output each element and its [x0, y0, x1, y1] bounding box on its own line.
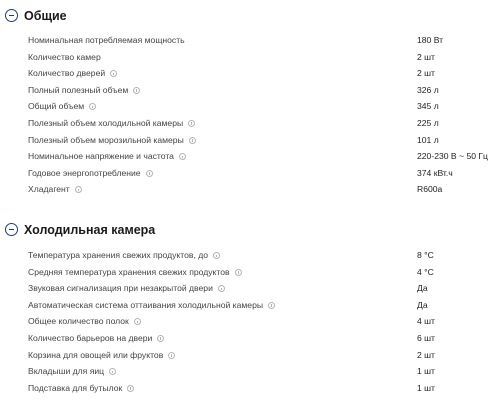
spec-value: 326 л: [417, 84, 439, 95]
spec-label-text: Корзина для овощей или фруктов: [28, 349, 164, 360]
spec-row: [0, 347, 500, 364]
info-circle-icon[interactable]: [179, 153, 186, 160]
spec-label-text: Количество дверей: [28, 68, 106, 79]
spec-label-text: Годовое энергопотребление: [28, 167, 141, 178]
spec-label: [28, 313, 141, 330]
info-circle-icon[interactable]: [189, 137, 196, 144]
spec-value: 4 шт: [417, 316, 435, 327]
spec-row: [0, 82, 500, 99]
spec-value: 220-230 В ~ 50 Гц: [417, 151, 488, 162]
section-header-general[interactable]: [0, 8, 500, 30]
info-circle-icon[interactable]: [268, 302, 275, 309]
spec-row: [0, 165, 500, 182]
spec-label: [28, 65, 117, 82]
spec-value: 345 л: [417, 101, 439, 112]
spec-label: [28, 247, 220, 264]
info-circle-icon[interactable]: [188, 120, 195, 127]
spec-row: [0, 132, 500, 149]
spec-label-text: Полезный объем холодильной камеры: [28, 117, 184, 128]
spec-label-text: Автоматическая система оттаивания холодильной камеры: [28, 299, 264, 310]
spec-row: [0, 98, 500, 115]
spec-row: [0, 297, 500, 314]
spec-value: Да: [417, 299, 428, 310]
spec-row: [0, 49, 500, 66]
info-circle-icon[interactable]: [213, 252, 220, 259]
info-circle-icon[interactable]: [127, 385, 134, 392]
spec-label: [28, 264, 242, 281]
spec-label-text: Общее количество полок: [28, 316, 129, 327]
section-title: Общие: [24, 9, 67, 23]
collapse-minus-circle-icon[interactable]: [5, 9, 18, 22]
info-circle-icon[interactable]: [75, 186, 82, 193]
spec-label: [28, 280, 225, 297]
info-circle-icon[interactable]: [146, 170, 153, 177]
info-circle-icon[interactable]: [235, 269, 242, 276]
spec-row: [0, 313, 500, 330]
spec-label-text: Температура хранения свежих продуктов, до: [28, 250, 209, 260]
spec-label-text: Хладагент: [28, 184, 70, 195]
info-circle-icon[interactable]: [157, 335, 164, 342]
spec-value: 1 шт: [417, 366, 435, 377]
spec-label: [28, 148, 186, 165]
info-circle-icon[interactable]: [218, 285, 225, 292]
spec-value: Да: [417, 283, 428, 294]
spec-label-text: Вкладыши для яиц: [28, 366, 105, 377]
spec-value: 1 шт: [417, 382, 435, 393]
spec-label: [28, 297, 275, 314]
spec-label: [28, 82, 140, 99]
info-circle-icon[interactable]: [109, 368, 116, 375]
spec-value: 2 шт: [417, 349, 435, 360]
spec-value: 6 шт: [417, 332, 435, 343]
spec-row: [0, 380, 500, 397]
spec-list: [0, 247, 500, 396]
section-title: Холодильная камера: [24, 223, 156, 237]
spec-value: 180 Вт: [417, 35, 444, 45]
spec-label: [28, 165, 153, 182]
spec-label-text: Подставка для бутылок: [28, 382, 123, 393]
spec-label: [28, 49, 101, 66]
spec-label-text: Номинальное напряжение и частота: [28, 151, 174, 162]
spec-label: [28, 181, 82, 198]
info-circle-icon[interactable]: [89, 103, 96, 110]
spec-label: [28, 363, 116, 380]
spec-row: [0, 148, 500, 165]
spec-label: [28, 115, 195, 132]
spec-list: [0, 32, 500, 198]
spec-label: [28, 132, 196, 149]
spec-value: 2 шт: [417, 51, 435, 62]
spec-label: [28, 32, 185, 49]
spec-label-text: Номинальная потребляемая мощность: [28, 35, 185, 45]
spec-label: [28, 380, 134, 397]
spec-label-text: Общий объем: [28, 101, 85, 112]
spec-value: 4 °C: [417, 266, 434, 277]
spec-value: R600a: [417, 184, 443, 195]
spec-label-text: Звуковая сигнализация при незакрытой двери: [28, 283, 213, 294]
spec-label: [28, 330, 164, 347]
spec-row: [0, 280, 500, 297]
spec-row: [0, 181, 500, 198]
spec-value: 8 °C: [417, 250, 434, 260]
spec-label-text: Полный полезный объем: [28, 84, 129, 95]
spec-row: [0, 65, 500, 82]
collapse-minus-circle-icon[interactable]: [5, 223, 18, 236]
spec-label-text: Полезный объем морозильной камеры: [28, 134, 184, 145]
spec-value: 374 кВт.ч: [417, 167, 453, 178]
info-circle-icon[interactable]: [110, 70, 117, 77]
section-header-fridge-compartment[interactable]: [0, 222, 500, 244]
spec-value: 225 л: [417, 117, 439, 128]
spec-value: 101 л: [417, 134, 439, 145]
info-circle-icon[interactable]: [168, 352, 175, 359]
spec-label: [28, 347, 175, 364]
info-circle-icon[interactable]: [133, 87, 140, 94]
spec-label-text: Количество барьеров на двери: [28, 332, 153, 343]
spec-row: [0, 247, 500, 264]
spec-row: [0, 264, 500, 281]
spec-label-text: Количество камер: [28, 51, 101, 62]
info-circle-icon[interactable]: [134, 318, 141, 325]
spec-label: [28, 98, 96, 115]
spec-row: [0, 363, 500, 380]
spec-row: [0, 32, 500, 49]
spec-value: 2 шт: [417, 68, 435, 79]
spec-row: [0, 330, 500, 347]
spec-row: [0, 115, 500, 132]
spec-label-text: Средняя температура хранения свежих продуктов: [28, 266, 230, 277]
